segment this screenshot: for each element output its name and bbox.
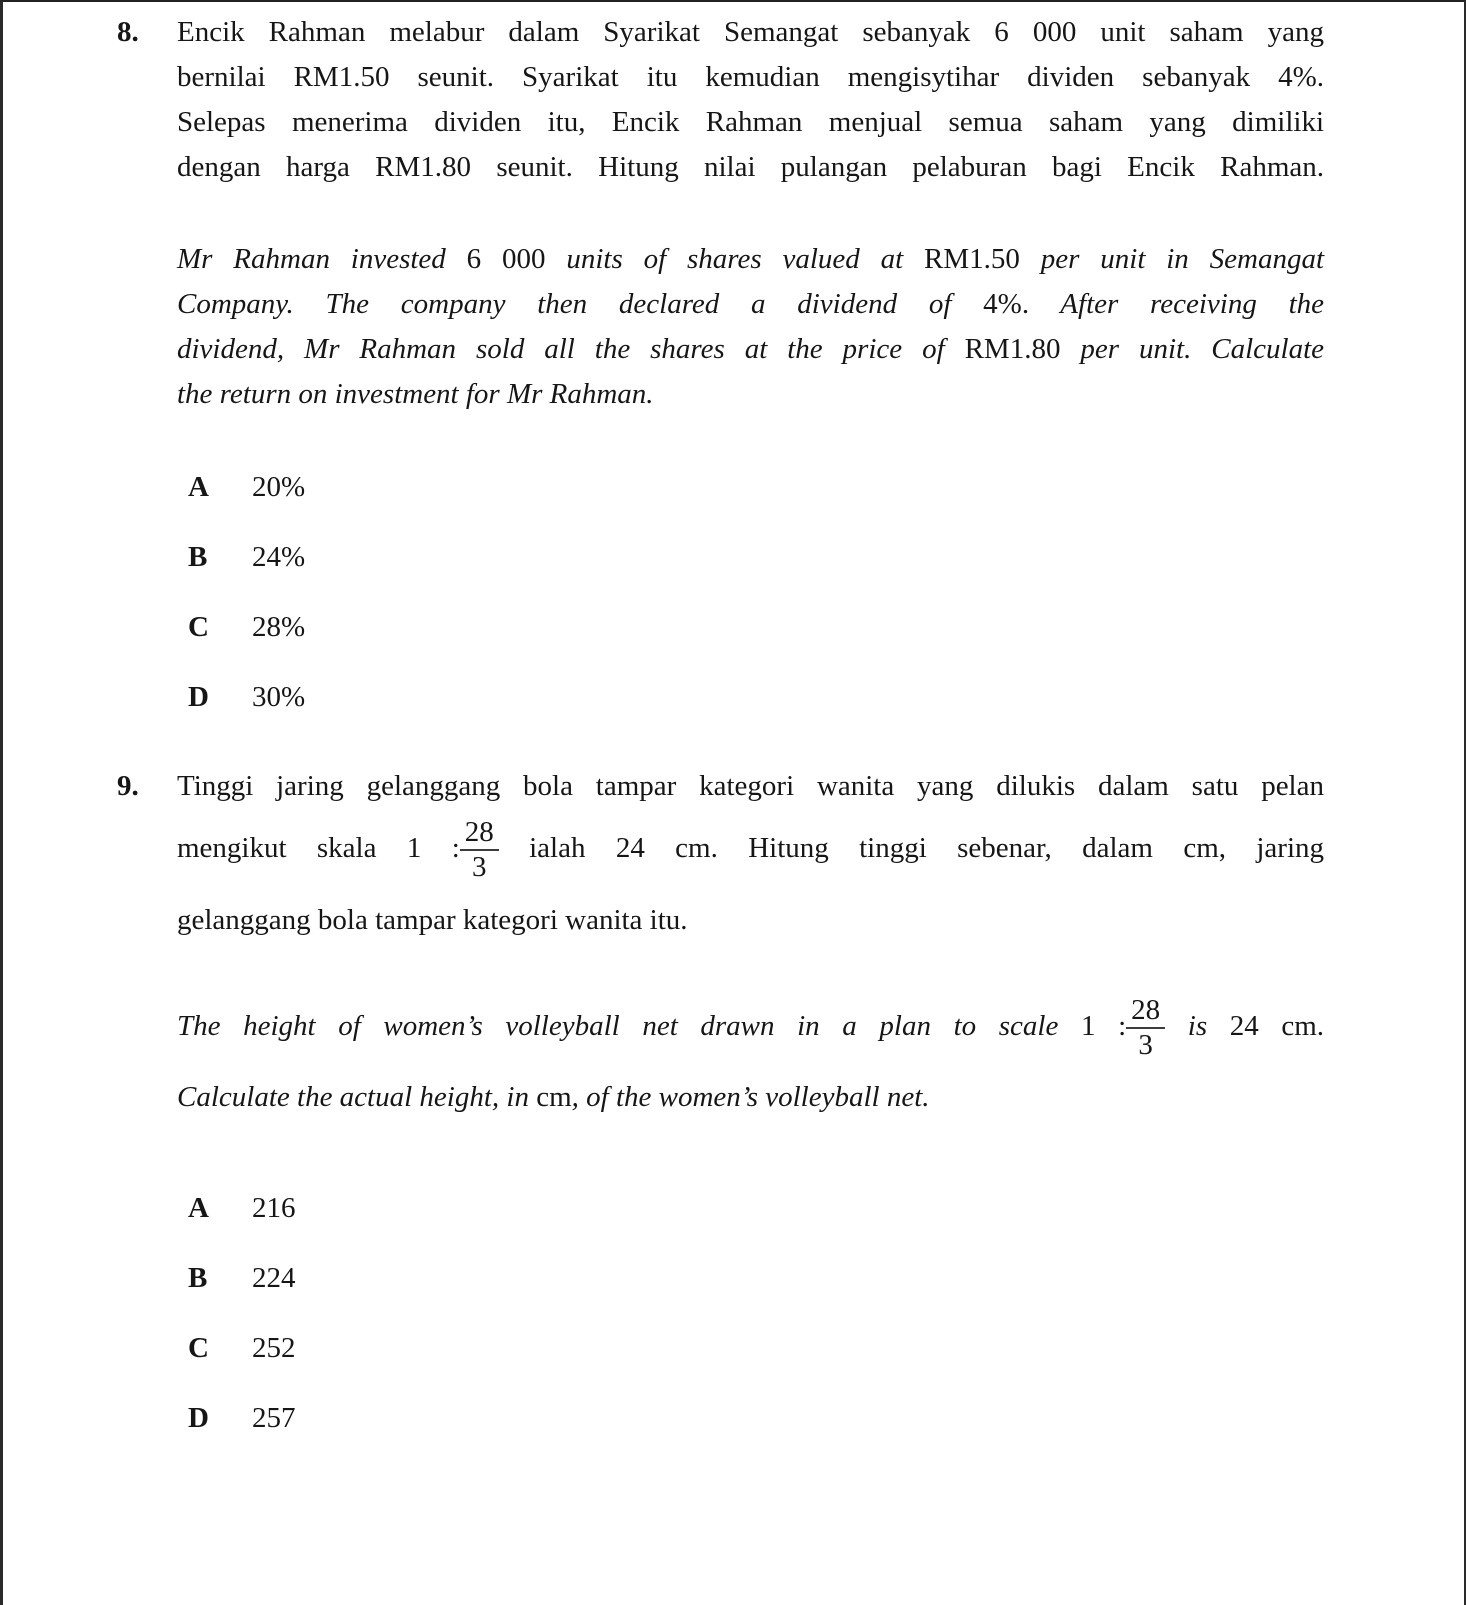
- option-value: 20%: [252, 471, 306, 503]
- option-letter: D: [188, 1402, 209, 1435]
- fraction-denominator: 3: [472, 851, 487, 884]
- text-line-with-fraction: The height of women’s volleyball net drawn in a plan to scale 1 : $\frac{28}{3}$ is 24 cm.: [177, 993, 1325, 1061]
- text-line: the return on investment for Mr Rahman.: [177, 378, 654, 410]
- option-row-c: [188, 1332, 1324, 1365]
- option-row-d: [188, 1402, 1324, 1435]
- option-letter: C: [188, 1332, 209, 1365]
- fraction-28-3: [1126, 995, 1165, 1062]
- text-line: bernilai RM1.50 seunit. Syarikat itu kemudian mengisytihar dividen sebanyak 4%.: [177, 61, 1324, 93]
- text-line: Mr Rahman invested 6 000 units of shares valued at RM1.50 per unit in Semangat: [177, 243, 1324, 275]
- option-letter: C: [188, 611, 209, 643]
- option-row-c: [188, 611, 1324, 644]
- option-letter: A: [188, 1192, 209, 1225]
- option-letter: A: [188, 471, 209, 503]
- text-line: Company. The company then declared a dividend of 4%. After receiving the: [177, 288, 1325, 320]
- text-line: Calculate the actual height, in cm, of the women’s volleyball net.: [177, 1081, 930, 1114]
- fraction-numerator: 28: [1126, 995, 1165, 1029]
- text-line-with-fraction: mengikut skala 1 : $\frac{28}{3}$ ialah 24 cm. Hitung tinggi sebenar, dalam cm, jaring: [177, 816, 1325, 884]
- option-value: 252: [252, 1332, 296, 1365]
- fraction-denominator: 3: [1138, 1028, 1153, 1061]
- text-line: dividend, Mr Rahman sold all the shares at the price of RM1.80 per unit. Calculate: [177, 333, 1325, 365]
- text-line: Selepas menerima dividen itu, Encik Rahman menjual semua saham yang dimiliki: [177, 106, 1324, 138]
- text-line: Tinggi jaring gelanggang bola tampar kategori wanita yang dilukis dalam satu pelan: [177, 770, 1324, 802]
- option-letter: B: [188, 1262, 208, 1295]
- fraction-28-3: [460, 817, 499, 884]
- text-line: dengan harga RM1.80 seunit. Hitung nilai pulangan pelaburan bagi Encik Rahman.: [177, 151, 1324, 183]
- option-row-a: [188, 1192, 1324, 1225]
- question-8-options: [177, 471, 1324, 714]
- option-value: 224: [252, 1262, 296, 1295]
- question-9-options: [177, 1192, 1324, 1435]
- question-8-malay-paragraph: [177, 10, 1324, 190]
- question-9-english-paragraph: [177, 995, 1324, 1121]
- option-value: 28%: [252, 611, 306, 643]
- option-letter: D: [188, 681, 209, 713]
- text-line: gelanggang bola tampar kategori wanita itu.: [177, 903, 688, 936]
- option-value: 24%: [252, 541, 306, 573]
- option-row-b: [188, 1262, 1324, 1295]
- option-value: 30%: [252, 681, 306, 713]
- question-8: [117, 10, 1325, 714]
- option-value: 257: [252, 1402, 296, 1435]
- question-9-number: 9.: [117, 770, 139, 802]
- option-value: 216: [252, 1192, 296, 1225]
- text-line: Encik Rahman melabur dalam Syarikat Semangat sebanyak 6 000 unit saham yang: [177, 16, 1324, 48]
- option-row-a: [188, 471, 1324, 504]
- question-9-malay-paragraph: [177, 764, 1324, 943]
- question-9: [117, 764, 1325, 1435]
- fraction-numerator: 28: [460, 817, 499, 851]
- question-8-english-paragraph: [177, 237, 1324, 417]
- question-8-number: 8.: [117, 16, 139, 48]
- option-row-d: [188, 681, 1324, 714]
- option-letter: B: [188, 541, 208, 573]
- option-row-b: [188, 541, 1324, 574]
